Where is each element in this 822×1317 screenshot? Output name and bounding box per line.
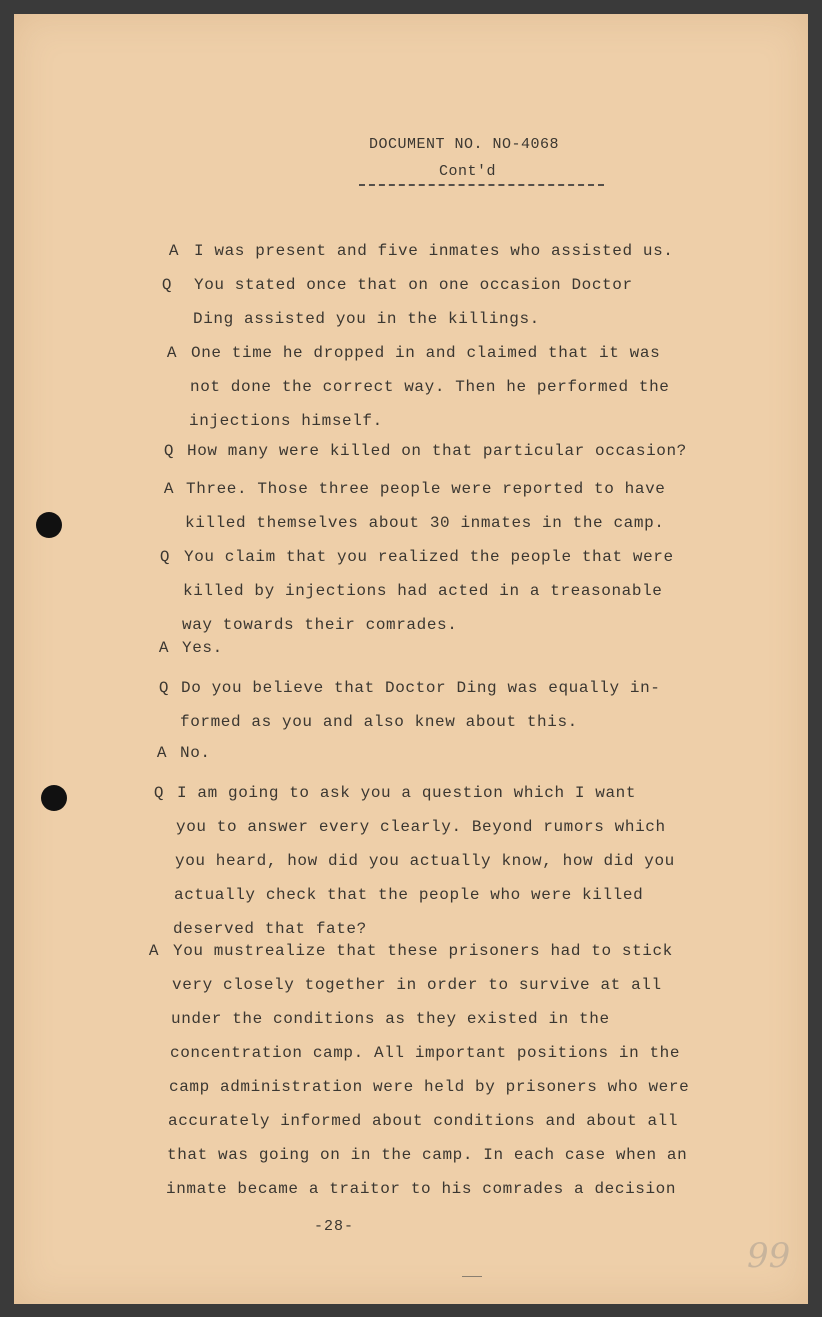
- speaker-label: Q: [163, 442, 175, 460]
- testimony-line: How many were killed on that particular occasion?: [187, 442, 687, 460]
- testimony-line: I was present and five inmates who assisted us.: [194, 242, 674, 260]
- pencil-page-mark: 99: [747, 1236, 791, 1276]
- testimony-line: that was going on in the camp. In each case when an: [167, 1146, 688, 1164]
- page-number: -28-: [314, 1218, 355, 1235]
- testimony-line: killed themselves about 30 inmates in the camp.: [185, 514, 665, 532]
- testimony-line: camp administration were held by prisoners who were: [169, 1078, 690, 1096]
- speaker-label: A: [163, 480, 175, 498]
- testimony-line: killed by injections had acted in a treasonable: [183, 582, 663, 600]
- testimony-line: very closely together in order to survive at all: [172, 976, 662, 994]
- speaker-label: Q: [158, 679, 170, 697]
- testimony-line: deserved that fate?: [173, 920, 367, 938]
- speaker-label: A: [148, 942, 160, 960]
- testimony-line: concentration camp. All important positions in the: [170, 1044, 681, 1062]
- testimony-line: One time he dropped in and claimed that it was: [191, 344, 661, 362]
- continued-label: Cont'd: [439, 163, 497, 180]
- testimony-line: actually check that the people who were killed: [174, 886, 644, 904]
- testimony-line: Three. Those three people were reported to have: [186, 480, 666, 498]
- testimony-line: way towards their comrades.: [182, 616, 458, 634]
- testimony-line: Ding assisted you in the killings.: [193, 310, 540, 328]
- speaker-label: A: [158, 639, 170, 657]
- document-number: DOCUMENT NO. NO-4068: [369, 136, 560, 153]
- speaker-label: Q: [159, 548, 171, 566]
- testimony-line: You claim that you realized the people that were: [184, 548, 674, 566]
- punch-hole-top: [36, 512, 62, 538]
- speaker-label: A: [168, 242, 180, 260]
- testimony-line: Yes.: [182, 639, 223, 657]
- testimony-line: Do you believe that Doctor Ding was equally in-: [181, 679, 661, 697]
- testimony-line: injections himself.: [189, 412, 383, 430]
- testimony-line: formed as you and also knew about this.: [180, 713, 578, 731]
- testimony-line: accurately informed about conditions and about all: [168, 1112, 679, 1130]
- footer-tick: [462, 1276, 482, 1277]
- testimony-line: under the conditions as they existed in the: [171, 1010, 610, 1028]
- speaker-label: Q: [161, 276, 173, 294]
- testimony-line: inmate became a traitor to his comrades a decision: [166, 1180, 677, 1198]
- testimony-line: not done the correct way. Then he performed the: [190, 378, 670, 396]
- header-underline: [359, 184, 604, 186]
- testimony-line: I am going to ask you a question which I want: [177, 784, 637, 802]
- testimony-line: You mustrealize that these prisoners had to stick: [173, 942, 673, 960]
- testimony-line: No.: [180, 744, 211, 762]
- testimony-line: you to answer every clearly. Beyond rumors which: [176, 818, 666, 836]
- speaker-label: A: [156, 744, 168, 762]
- document-header: [369, 136, 629, 180]
- speaker-label: Q: [153, 784, 165, 802]
- speaker-label: A: [166, 344, 178, 362]
- testimony-line: You stated once that on one occasion Doctor: [194, 276, 633, 294]
- punch-hole-bottom: [41, 785, 67, 811]
- testimony-line: you heard, how did you actually know, how did you: [175, 852, 675, 870]
- document-page: [14, 14, 808, 1304]
